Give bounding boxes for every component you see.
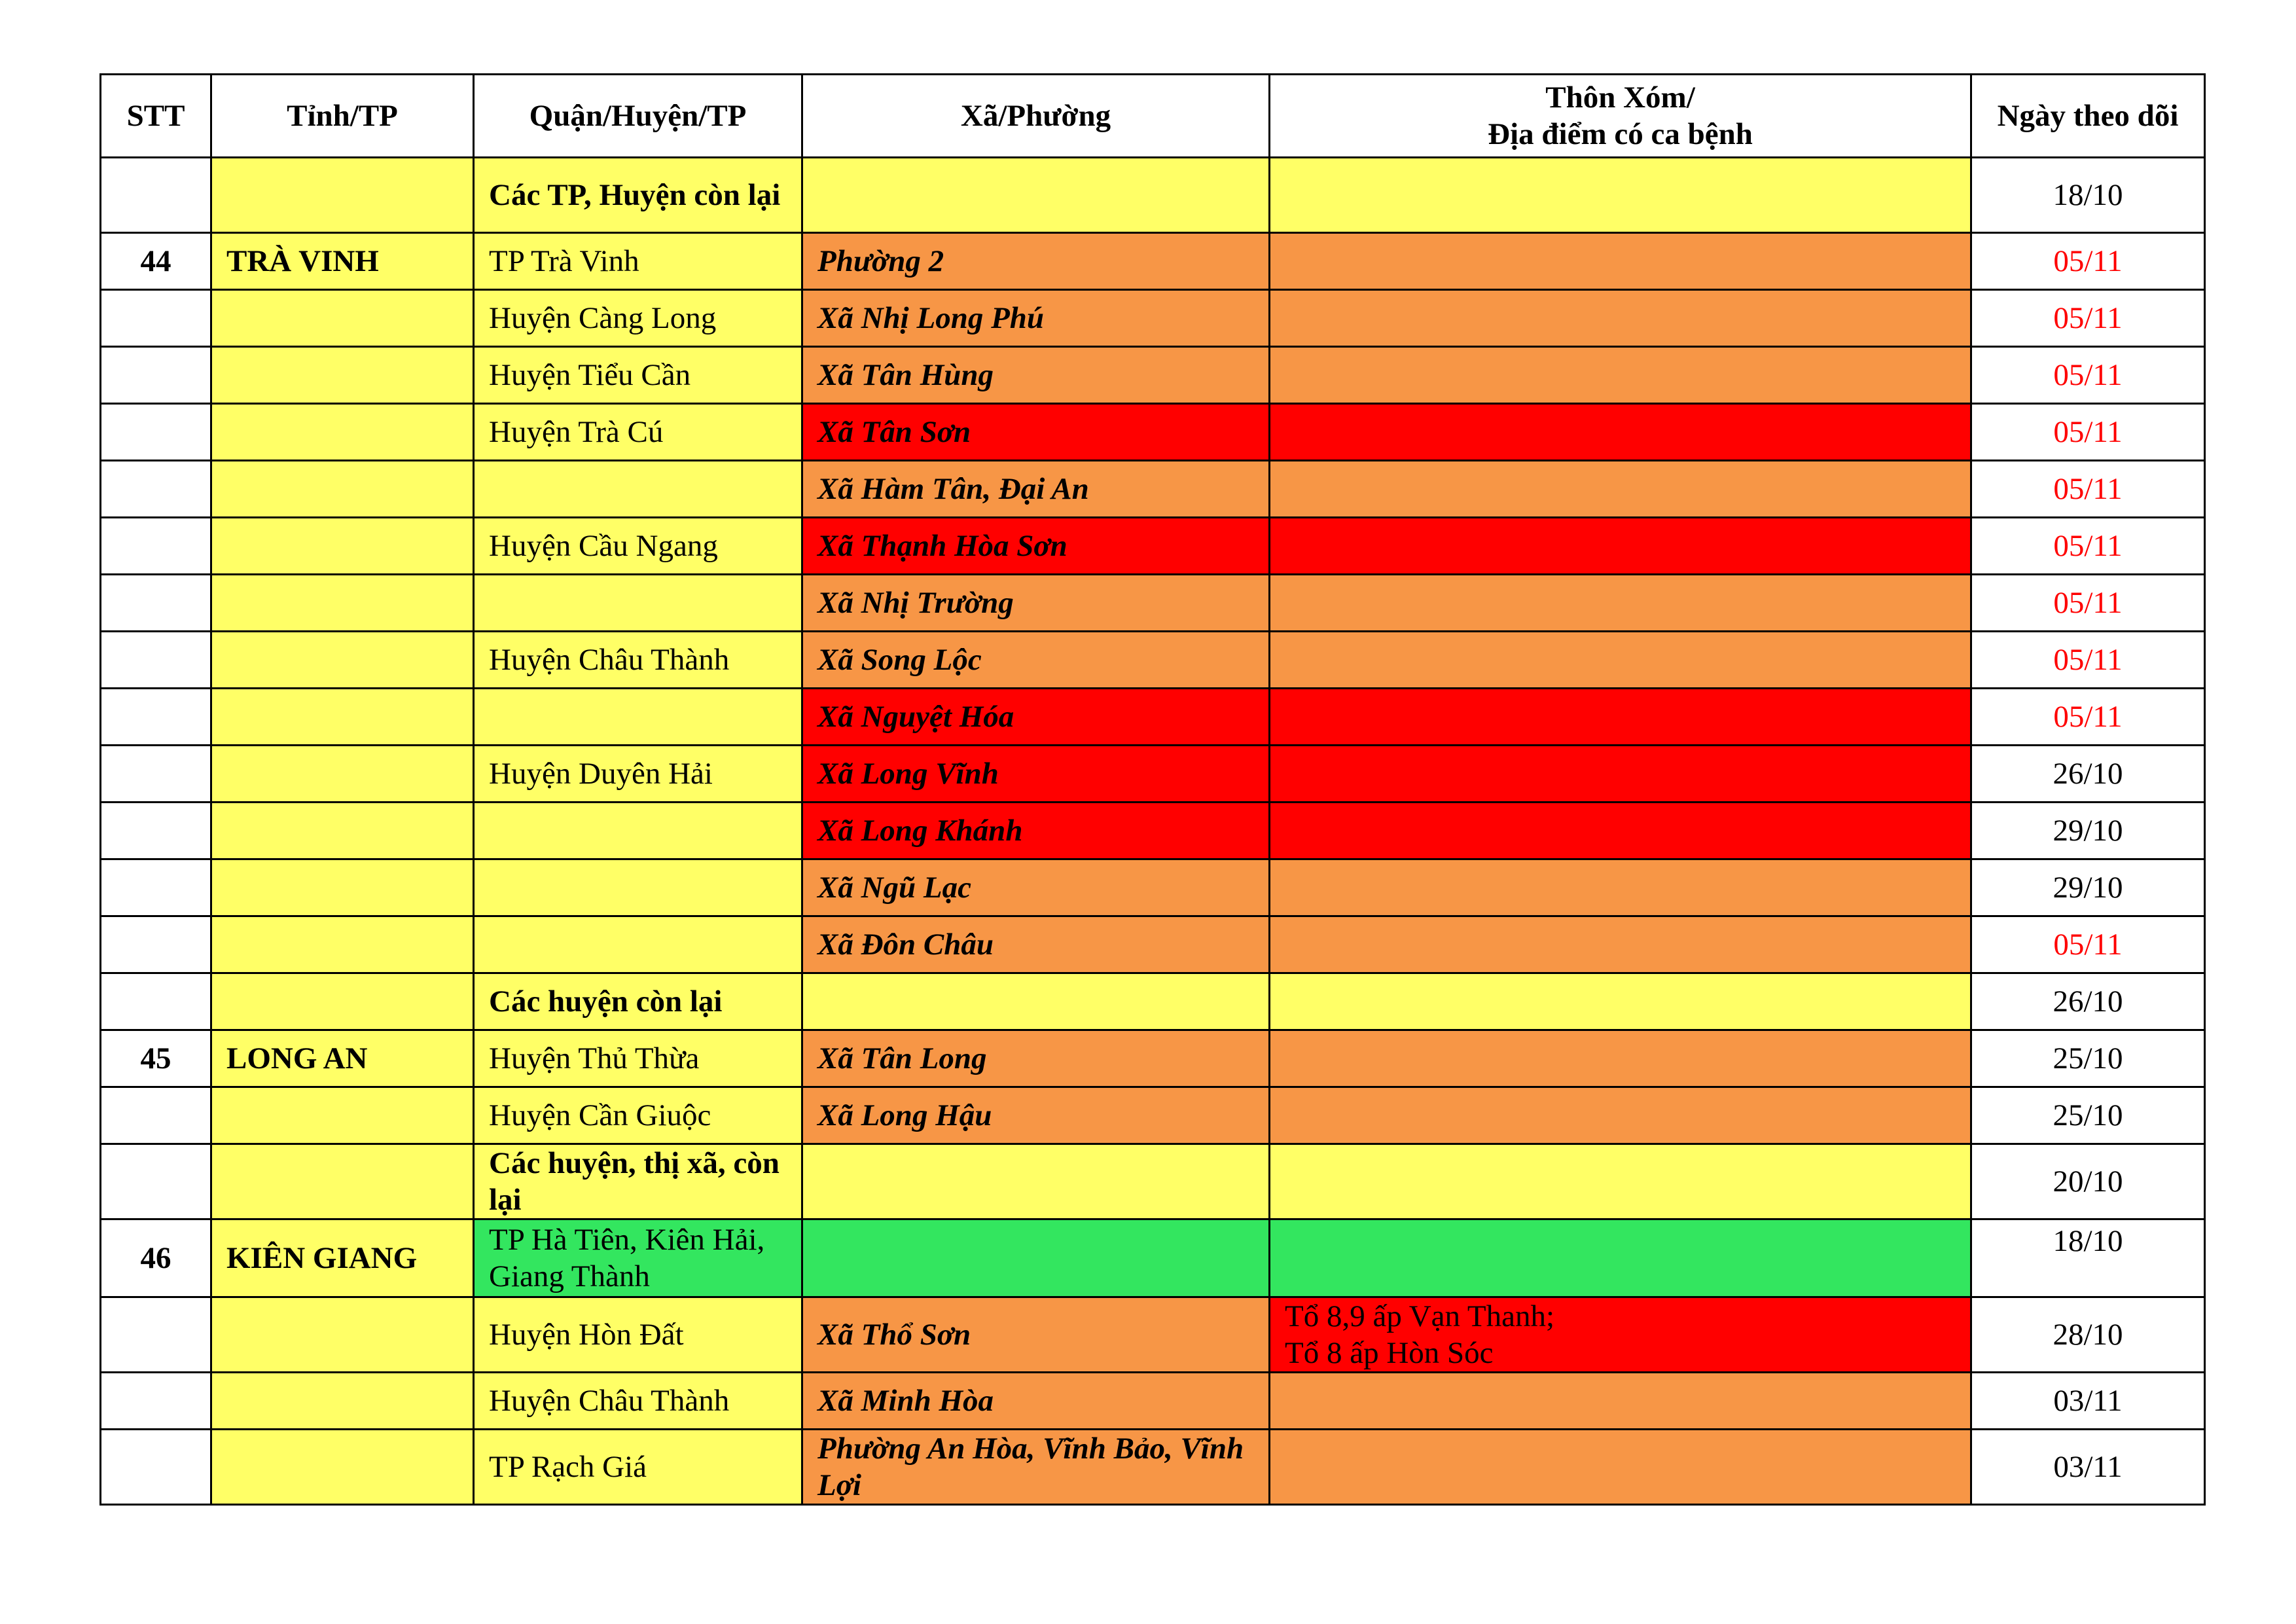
date-cell: 05/11 (1971, 518, 2205, 575)
place-cell (1270, 233, 1971, 290)
stt-cell (101, 158, 211, 233)
header-ward: Xã/Phường (802, 75, 1270, 158)
province-cell (211, 461, 474, 518)
stt-cell (101, 632, 211, 689)
stt-cell (101, 689, 211, 746)
table-row (101, 1087, 2205, 1144)
ward-cell (802, 158, 1270, 233)
district-cell: Huyện Châu Thành (474, 1373, 802, 1430)
ward-cell: Phường 2 (802, 233, 1270, 290)
date-cell: 18/10 (1971, 1219, 2205, 1297)
province-cell (211, 1430, 474, 1505)
date-cell: 05/11 (1971, 233, 2205, 290)
district-cell: TP Hà Tiên, Kiên Hải, Giang Thành (474, 1219, 802, 1297)
header-date: Ngày theo dõi (1971, 75, 2205, 158)
ward-cell: Xã Thạnh Hòa Sơn (802, 518, 1270, 575)
district-cell: Huyện Duyên Hải (474, 746, 802, 803)
stt-cell: 44 (101, 233, 211, 290)
stt-cell (101, 803, 211, 859)
table-row (101, 518, 2205, 575)
date-cell: 05/11 (1971, 290, 2205, 347)
ward-cell: Xã Nguyệt Hóa (802, 689, 1270, 746)
stt-cell (101, 973, 211, 1030)
ward-cell (802, 1219, 1270, 1297)
province-cell (211, 1373, 474, 1430)
place-cell (1270, 158, 1971, 233)
place-cell (1270, 916, 1971, 973)
ward-cell: Xã Minh Hòa (802, 1373, 1270, 1430)
province-cell (211, 575, 474, 632)
ward-cell: Xã Song Lộc (802, 632, 1270, 689)
ward-cell: Xã Tân Long (802, 1030, 1270, 1087)
table-row (101, 746, 2205, 803)
stt-cell (101, 404, 211, 461)
district-cell (474, 803, 802, 859)
province-cell (211, 803, 474, 859)
place-cell (1270, 1297, 1971, 1373)
header-province: Tỉnh/TP (211, 75, 474, 158)
header-place-line1: Thôn Xóm/ (1545, 81, 1695, 115)
district-cell (474, 575, 802, 632)
ward-cell: Phường An Hòa, Vĩnh Bảo, Vĩnh Lợi (802, 1430, 1270, 1505)
header-row (101, 75, 2205, 158)
province-cell (211, 1297, 474, 1373)
header-place (1270, 75, 1971, 158)
date-cell: 28/10 (1971, 1297, 2205, 1373)
stt-cell (101, 1297, 211, 1373)
date-cell: 05/11 (1971, 347, 2205, 404)
province-cell (211, 404, 474, 461)
district-cell: Huyện Trà Cú (474, 404, 802, 461)
stt-cell (101, 916, 211, 973)
district-cell: Huyện Thủ Thừa (474, 1030, 802, 1087)
place-cell (1270, 518, 1971, 575)
date-cell: 29/10 (1971, 803, 2205, 859)
date-cell: 05/11 (1971, 689, 2205, 746)
district-cell: Huyện Càng Long (474, 290, 802, 347)
date-cell: 20/10 (1971, 1144, 2205, 1219)
ward-cell: Xã Ngũ Lạc (802, 859, 1270, 916)
date-cell: 03/11 (1971, 1430, 2205, 1505)
header-place-line2: Địa điểm có ca bệnh (1488, 117, 1753, 151)
province-cell (211, 1087, 474, 1144)
province-cell (211, 973, 474, 1030)
province-cell (211, 689, 474, 746)
stt-cell (101, 575, 211, 632)
ward-cell: Xã Hàm Tân, Đại An (802, 461, 1270, 518)
province-cell: TRÀ VINH (211, 233, 474, 290)
place-cell (1270, 859, 1971, 916)
date-cell: 26/10 (1971, 973, 2205, 1030)
table-row (101, 1297, 2205, 1373)
place-cell (1270, 746, 1971, 803)
table-row (101, 290, 2205, 347)
district-cell (474, 859, 802, 916)
stt-cell (101, 1144, 211, 1219)
province-cell: KIÊN GIANG (211, 1219, 474, 1297)
place-cell (1270, 1144, 1971, 1219)
table-row (101, 803, 2205, 859)
date-cell: 05/11 (1971, 632, 2205, 689)
province-cell (211, 518, 474, 575)
province-cell (211, 916, 474, 973)
place-line: Tổ 8 ấp Hòn Sóc (1285, 1336, 1494, 1370)
table-row (101, 916, 2205, 973)
place-line: Tổ 8,9 ấp Vạn Thanh; (1285, 1299, 1555, 1333)
ward-cell: Xã Long Hậu (802, 1087, 1270, 1144)
date-cell: 05/11 (1971, 404, 2205, 461)
table-row (101, 1373, 2205, 1430)
ward-cell (802, 973, 1270, 1030)
ward-cell: Xã Nhị Long Phú (802, 290, 1270, 347)
stt-cell (101, 1373, 211, 1430)
ward-cell: Xã Nhị Trường (802, 575, 1270, 632)
table-row (101, 461, 2205, 518)
date-cell: 25/10 (1971, 1030, 2205, 1087)
ward-cell: Xã Thổ Sơn (802, 1297, 1270, 1373)
district-cell: Huyện Cầu Ngang (474, 518, 802, 575)
place-cell (1270, 290, 1971, 347)
stt-cell (101, 859, 211, 916)
stt-cell: 46 (101, 1219, 211, 1297)
place-cell (1270, 689, 1971, 746)
ward-cell: Xã Tân Sơn (802, 404, 1270, 461)
place-cell (1270, 973, 1971, 1030)
province-cell: LONG AN (211, 1030, 474, 1087)
ward-cell: Xã Đôn Châu (802, 916, 1270, 973)
date-cell: 25/10 (1971, 1087, 2205, 1144)
table-row (101, 973, 2205, 1030)
place-cell (1270, 461, 1971, 518)
table-row (101, 404, 2205, 461)
date-cell: 05/11 (1971, 916, 2205, 973)
header-district: Quận/Huyện/TP (474, 75, 802, 158)
district-cell (474, 916, 802, 973)
district-cell: Các TP, Huyện còn lại (474, 158, 802, 233)
table-body (101, 158, 2205, 1505)
district-cell: TP Rạch Giá (474, 1430, 802, 1505)
stt-cell (101, 518, 211, 575)
place-cell (1270, 1030, 1971, 1087)
date-cell: 03/11 (1971, 1373, 2205, 1430)
date-cell: 29/10 (1971, 859, 2205, 916)
place-cell (1270, 404, 1971, 461)
date-cell: 05/11 (1971, 575, 2205, 632)
province-cell (211, 1144, 474, 1219)
table-row (101, 1430, 2205, 1505)
province-cell (211, 632, 474, 689)
district-cell: Các huyện còn lại (474, 973, 802, 1030)
place-cell (1270, 347, 1971, 404)
province-cell (211, 158, 474, 233)
table-row (101, 1144, 2205, 1219)
date-cell: 18/10 (1971, 158, 2205, 233)
table-row (101, 233, 2205, 290)
place-cell (1270, 1373, 1971, 1430)
header-stt: STT (101, 75, 211, 158)
place-cell (1270, 575, 1971, 632)
stt-cell (101, 290, 211, 347)
table-row (101, 347, 2205, 404)
district-cell: Huyện Cần Giuộc (474, 1087, 802, 1144)
stt-cell (101, 461, 211, 518)
covid-risk-table (99, 73, 2206, 1506)
table-row (101, 632, 2205, 689)
table-row (101, 859, 2205, 916)
table-row (101, 158, 2205, 233)
province-cell (211, 746, 474, 803)
table-row (101, 575, 2205, 632)
district-cell: Huyện Châu Thành (474, 632, 802, 689)
ward-cell: Xã Long Khánh (802, 803, 1270, 859)
date-cell: 05/11 (1971, 461, 2205, 518)
province-cell (211, 347, 474, 404)
province-cell (211, 290, 474, 347)
stt-cell (101, 347, 211, 404)
district-cell (474, 461, 802, 518)
table-row (101, 689, 2205, 746)
table-row (101, 1030, 2205, 1087)
district-cell (474, 689, 802, 746)
place-cell (1270, 1087, 1971, 1144)
place-cell (1270, 1430, 1971, 1505)
ward-cell: Xã Tân Hùng (802, 347, 1270, 404)
district-cell: Huyện Hòn Đất (474, 1297, 802, 1373)
place-cell (1270, 803, 1971, 859)
ward-cell: Xã Long Vĩnh (802, 746, 1270, 803)
district-cell: TP Trà Vinh (474, 233, 802, 290)
stt-cell (101, 746, 211, 803)
province-cell (211, 859, 474, 916)
stt-cell: 45 (101, 1030, 211, 1087)
district-cell: Huyện Tiểu Cần (474, 347, 802, 404)
stt-cell (101, 1087, 211, 1144)
place-cell (1270, 1219, 1971, 1297)
stt-cell (101, 1430, 211, 1505)
table-row (101, 1219, 2205, 1297)
date-cell: 26/10 (1971, 746, 2205, 803)
ward-cell (802, 1144, 1270, 1219)
district-cell: Các huyện, thị xã, còn lại (474, 1144, 802, 1219)
place-cell (1270, 632, 1971, 689)
